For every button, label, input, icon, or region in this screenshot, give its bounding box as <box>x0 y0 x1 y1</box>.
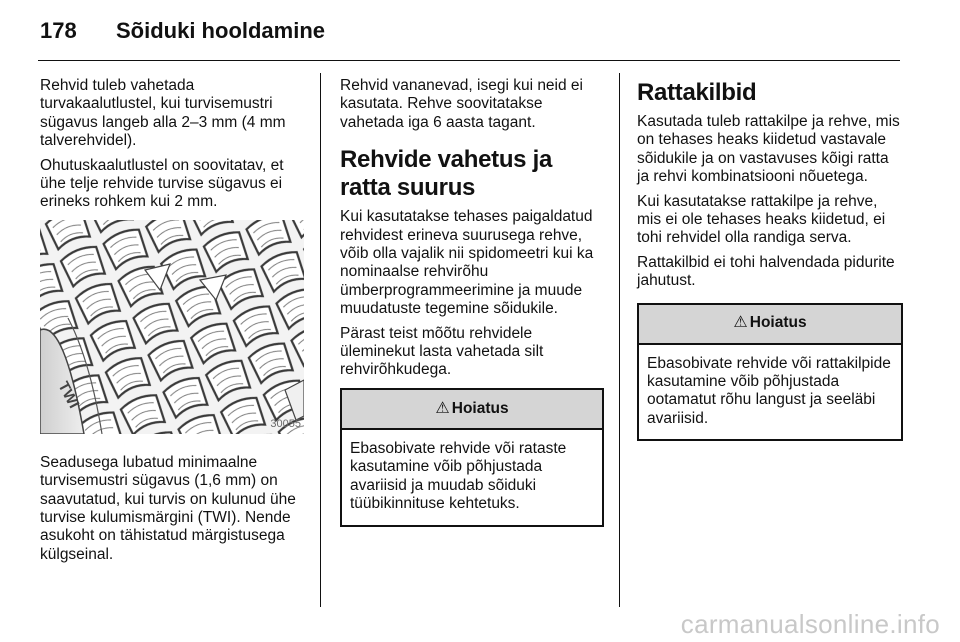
paragraph: Pärast teist mõõtu rehvidele üleminekut lasta vahetada silt rehvirõhkudega. <box>340 324 544 379</box>
column-2 <box>340 77 604 527</box>
page-number: 178 <box>40 18 77 43</box>
page-title: Sõiduki hooldamine <box>116 18 326 43</box>
header-divider <box>38 60 900 61</box>
paragraph: Kui kasutatakse rattakilpe ja rehve, mis ei ole tehases heaks kiidetud, ei tohi rehvidel olla randiga serva. <box>637 192 886 247</box>
warning-triangle-icon: ⚠ <box>733 314 748 332</box>
section-heading: Rehvide vahetus ja ratta suurus <box>340 146 553 202</box>
column-divider-1 <box>320 73 321 607</box>
tire-tread-illustration <box>40 220 304 434</box>
column-1 <box>40 77 304 570</box>
warning-triangle-icon: ⚠ <box>435 399 450 417</box>
figure-number: 30055 <box>270 418 301 431</box>
warning-header <box>342 390 602 430</box>
section-heading: Rattakilbid <box>637 79 757 106</box>
paragraph: Rehvid tuleb vahetada turvakaalutlustel, kui turvisemustri sügavus langeb alla 2–3 mm (4 mm talverehvidel). <box>40 77 286 150</box>
warning-header <box>639 305 901 345</box>
warning-box <box>340 388 604 527</box>
twi-marking: TWI <box>54 378 83 412</box>
paragraph: Kasutada tuleb rattakilpe ja rehve, mis on tehases heaks kiidetud vastavale sõidukile ja on vastavuses kõigi ratta ja rehvi kombinatsiooni nõuetega. <box>637 113 900 186</box>
warning-title: Hoiatus <box>451 399 509 417</box>
warning-text: Ebasobivate rehvide või rattakilpide kasutamine võib põhjustada ootamatut rõhu langust ja seeläbi avariisid. <box>647 354 891 427</box>
paragraph: Rehvid vananevad, isegi kui neid ei kasutata. Rehve soovitatakse vahetada iga 6 aasta tagant. <box>340 77 583 131</box>
paragraph: Seadusega lubatud minimaalne turvisemustri sügavus (1,6 mm) on saavutatud, kui turvis on kulunud ühe turvise kulumismärgini (TWI). Nende asukoht on tähistatud märgistusega külgseinal. <box>40 453 296 563</box>
watermark: carmanualsonline.info <box>680 609 940 639</box>
paragraph: Kui kasutatakse tehases paigaldatud rehvidest erineva suurusega rehve, võib olla vajalik nii spidomeetri kui ka nominaalse rehvirõhu ümberprogrammeerimine ja muude muudatuste tegemine sõidukile. <box>340 208 594 318</box>
column-divider-2 <box>619 73 620 607</box>
warning-text: Ebasobivate rehvide või rataste kasutamine võib põhjustada avariisid ja muudab sõiduki tüübikinnituse kehtetuks. <box>350 439 567 513</box>
paragraph: Ohutuskaalutlustel on soovitatav, et ühe telje rehvide turvise sügavus ei erineks rohkem kui 2 mm. <box>40 156 284 211</box>
paragraph: Rattakilbid ei tohi halvendada pidurite jahutust. <box>637 253 895 290</box>
tread-wear-figure <box>40 220 304 434</box>
warning-title: Hoiatus <box>749 314 807 332</box>
warning-box <box>637 303 903 442</box>
column-3 <box>637 77 903 441</box>
